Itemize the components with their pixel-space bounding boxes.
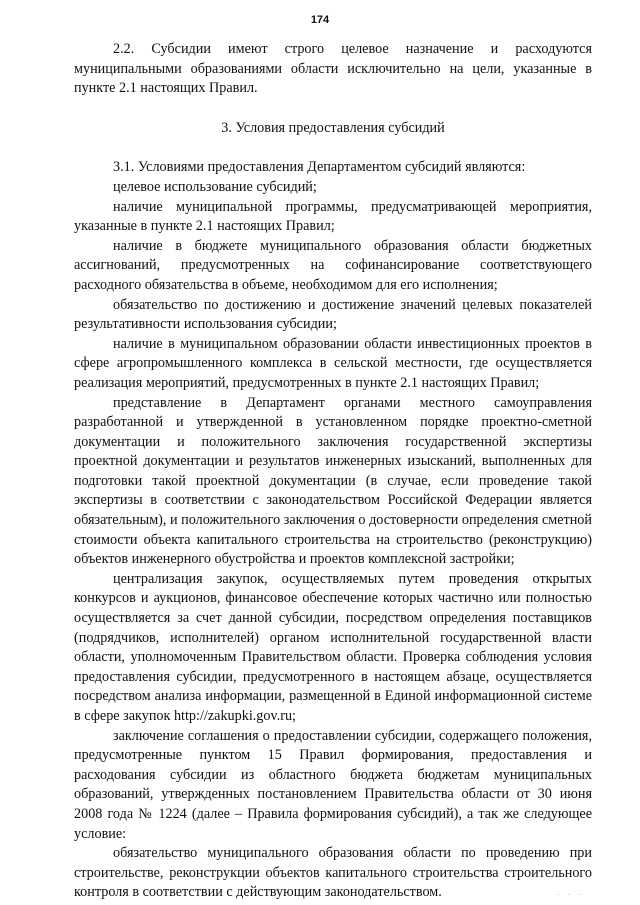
condition-budget-allocations: наличие в бюджете муниципального образования области бюджетных ассигнований, предусмотренных на софинансирование соответствующего расходного обязательства в объеме, необходимом для его исполнения; bbox=[74, 237, 592, 293]
condition-targeted-use: целевое использование субсидий; bbox=[113, 178, 317, 195]
condition-centralized-procurement: централизация закупок, осуществляемых путем проведения открытых конкурсов и аукционов, финансовое обеспечение которых частично или полностью осуществляется за счет данной субсидии, посредством определения поставщиков (подрядчиков, исполнителей) органом исполнительной государственной власти области, уполномоченным Правительством области. Проверка соблюдения условия предоставления субсидии, предусмотренного в настоящем абзаце, осуществляется посредством анализа информации, размещенной в Единой информационной системе в сфере закупок http://zakupki.gov.ru; bbox=[74, 570, 592, 724]
paragraph-3-1-intro: 3.1. Условиями предоставления Департаментом субсидий являются: bbox=[113, 159, 526, 176]
document-body bbox=[74, 40, 592, 903]
scan-artifact-mark: · · · bbox=[556, 890, 584, 899]
page-number: 174 bbox=[310, 14, 330, 26]
condition-investment-projects: наличие в муниципальном образовании области инвестиционных проектов в сфере агропромышленного комплекса в сельской местности, где осуществляется реализация мероприятий, предусмотренных в пункте 2.1 настоящих Правил; bbox=[74, 335, 592, 391]
paragraph-2-2: 2.2. Субсидии имеют строго целевое назначение и расходуются муниципальными образованиями области исключительно на цели, указанные в пункте 2.1 настоящих Правил. bbox=[74, 41, 592, 97]
condition-performance-indicators: обязательство по достижению и достижение значений целевых показателей результативности использования субсидии; bbox=[74, 296, 592, 333]
condition-subsidy-agreement: заключение соглашения о предоставлении субсидии, содержащего положения, предусмотренные пунктом 15 Правил формирования, предоставления и расходования субсидии из областного бюджета бюджетам муниципальных образований, утвержденных постановлением Правительства области от 30 июня 2008 года № 1224 (далее – Правила формирования субсидий), а так же следующее условие: bbox=[74, 727, 592, 842]
condition-design-documentation: представление в Департамент органами местного самоуправления разработанной и утвержденной в установленном порядке проектно-сметной документации и положительного заключения государственной экспертизы проектной документации и результатов инженерных изысканий, выполненных для подготовки такой проектной документации (в случае, если проведение такой экспертизы в соответствии с законодательством Российской Федерации является обязательным), и положительного заключения о достоверности определения сметной стоимости объекта капитального строительства на строительство (реконструкцию) объектов инженерного обустройства и проектов комплексной застройки; bbox=[74, 394, 592, 568]
section-heading: 3. Условия предоставления субсидий bbox=[221, 119, 445, 136]
condition-municipal-program: наличие муниципальной программы, предусматривающей мероприятия, указанные в пункте 2.1 настоящих Правил; bbox=[74, 198, 592, 235]
condition-construction-control: обязательство муниципального образования области по проведению при строительстве, реконструкции объектов капитального строительства строительного контроля в соответствии с действующим законодательством. bbox=[74, 845, 592, 901]
